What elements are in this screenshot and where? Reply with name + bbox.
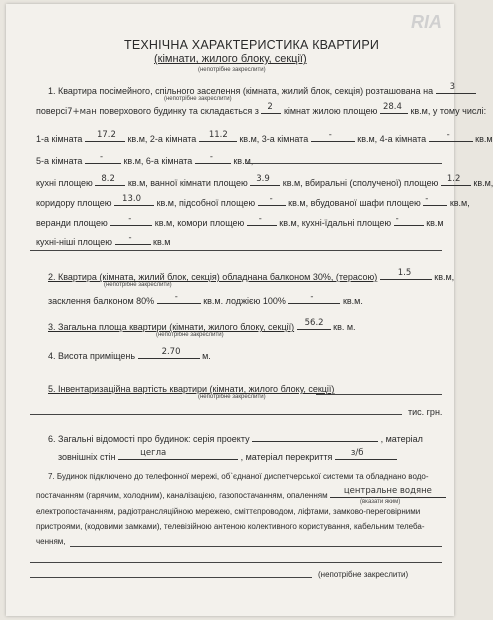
s5-note: (непотрібне закреслити)	[198, 394, 266, 400]
s7-line5-fill	[70, 546, 442, 547]
s1-end-line	[30, 250, 442, 251]
s5-currency: тис. грн.	[408, 407, 443, 417]
floors-total-value: 7+ман	[67, 107, 97, 117]
document-title: ТЕХНІЧНА ХАРАКТЕРИСТИКА КВАРТИРИ	[124, 38, 380, 52]
s1-rooms-row2-line	[246, 163, 442, 164]
s1-kitchen-row: кухні площею 8.2 кв.м, ванної кімнати площею 3.9 кв.м, вбиральні (сполученої) площею 1.2 кв.м,	[36, 174, 493, 188]
veranda-value: -	[128, 214, 132, 224]
corridor-value: 13.0	[122, 194, 141, 204]
s7-line3: електропостачанням, радіотрансляційною мережею, сміттєпроводом, ліфтами, замково-переговірними	[36, 507, 421, 516]
s7-line5: ченням,	[36, 537, 66, 546]
s7-footer-note: (непотрібне закреслити)	[318, 570, 409, 579]
s6-line2: зовнішніх стін цегла , матеріал перекриття з/б	[58, 450, 397, 463]
s3-line: 3. Загальна площа квартири (кімнати, жилого блоку, секції) 56.2 кв. м.	[48, 318, 356, 332]
series-value	[252, 432, 378, 442]
height-value: 2.70	[161, 347, 181, 357]
document-page	[6, 4, 493, 616]
s5-line-fill	[316, 394, 442, 395]
s1-veranda-row: веранди площею - кв.м, комори площею - кв.м, кухні-їдальні площею - кв.м	[36, 214, 444, 228]
s3-note: (непотрібне закреслити)	[156, 332, 224, 338]
rooms-value: 2	[267, 102, 273, 112]
kitchen-dining-value: -	[395, 214, 399, 224]
wardrobe-value: -	[425, 194, 429, 204]
s4-line: 4. Висота приміщень 2.70 м.	[48, 347, 211, 361]
room2-value: 11.2	[208, 130, 228, 140]
document-subtitle: (кімнати, жилого блоку, секції)	[154, 53, 307, 65]
watermark: RIA	[411, 12, 442, 32]
room1-value: 17.2	[96, 130, 116, 140]
s2-line1: 2. Квартира (кімната, жилий блок, секція) обладнана балконом 30%, (терасою) 1.5 кв.м,	[48, 268, 455, 282]
loggia-value: -	[310, 292, 314, 302]
s6-line1: 6. Загальні відомості про будинок: серія проекту , матеріал	[48, 434, 423, 444]
bath-value: 3.9	[256, 174, 270, 184]
walls-value: цегла	[140, 448, 167, 458]
s5-value-line	[30, 414, 402, 415]
total-area-value: 56.2	[304, 318, 324, 328]
s2-line2: засклення балконом 80% - кв.м. лоджією 100% - кв.м.	[48, 292, 363, 306]
room5-value: -	[99, 152, 104, 162]
pantry-value: -	[269, 194, 273, 204]
s1-corridor-row: коридору площею 13.0 кв.м, підсобної площею - кв.м, вбудованої шафи площею - кв.м,	[36, 194, 470, 208]
kitchen-niche-value: -	[128, 233, 132, 243]
s5-line: 5. Інвентаризаційна вартість квартири (кімнати, жилого блоку, секції)	[48, 384, 335, 394]
s1-line1: 1. Квартира посімейного, спільного заселення (кімната, жилий блок, секція) розташована на 3	[48, 84, 476, 97]
room4-value: -	[446, 130, 450, 140]
kitchen-value: 8.2	[101, 174, 115, 184]
s7-line4: пристроями, (кодовими замками), телевізійною антеною колективного користування, кабельним телеба-	[36, 522, 425, 531]
s1-line2: поверсі7+ман поверхового будинку та складається з 2 кімнат жилою площею 28.4 кв.м, у тому числі:	[36, 102, 487, 117]
s1-rooms-row2: 5-а кімната - кв.м, 6-а кімната - кв.м,	[36, 152, 254, 166]
floors-material-value: з/б	[350, 448, 364, 458]
s7-line2: постачанням (гарячим, холодним), каналізацією, газопостачанням, опаленням центральне водяне	[36, 488, 446, 501]
floor-value: 3	[449, 82, 456, 92]
storeroom-value: -	[258, 214, 262, 224]
heating-value: центральне водяне	[343, 486, 432, 496]
subtitle-note: (непотрібне закреслити)	[198, 67, 266, 73]
s1-rooms-row: 1-а кімната 17.2 кв.м, 2-а кімната 11.2 кв.м, 3-а кімната - кв.м, 4-а кімната - кв.м	[36, 130, 493, 144]
living-area-value: 28.4	[382, 102, 402, 112]
s2-note: (непотрібне закреслити)	[104, 282, 172, 288]
s7-line1: 7. Будинок підключено до телефонної мережі, об`єднаної диспетчерської системи та обладнано водо-	[48, 472, 429, 481]
s7-specify: (вказати яким)	[360, 499, 401, 505]
s7-blank-line	[30, 562, 442, 563]
room6-value: -	[209, 152, 213, 162]
s1-note: (непотрібне закреслити)	[164, 96, 232, 102]
s7-final-line	[30, 577, 312, 578]
wc-value: 1.2	[446, 174, 461, 184]
glazed-value: -	[174, 292, 178, 302]
room3-value: -	[328, 130, 332, 140]
balcony-value: 1.5	[397, 268, 412, 278]
s1-niche-row: кухні-ніші площею - кв.м	[36, 233, 171, 247]
